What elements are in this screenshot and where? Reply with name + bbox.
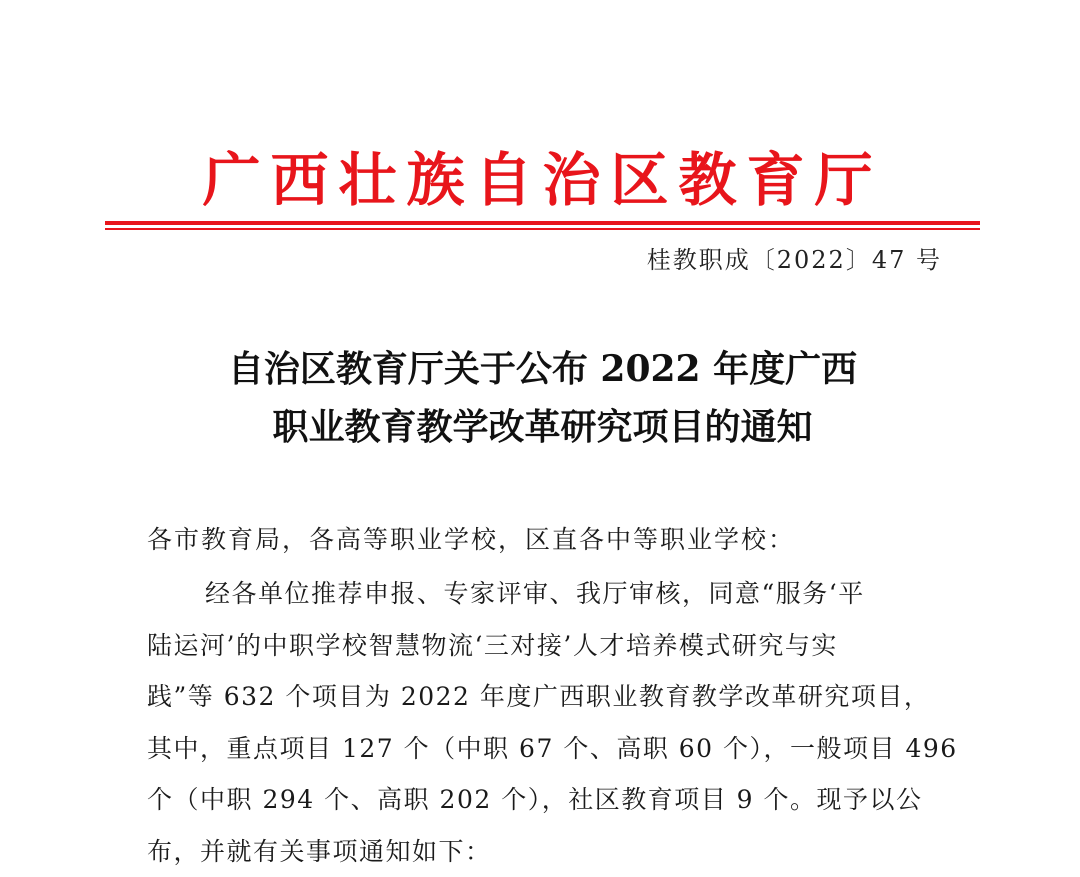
body-line: 其中，重点项目 127 个（中职 67 个、高职 60 个），一般项目 496 <box>147 723 947 775</box>
red-header-rule-thin <box>105 228 980 230</box>
body-line: 践”等 632 个项目为 2022 年度广西职业教育教学改革研究项目， <box>147 671 947 723</box>
document-title-line-2: 职业教育教学改革研究项目的通知 <box>105 398 980 456</box>
body-line: 个（中职 294 个、高职 202 个），社区教育项目 9 个。现予以公 <box>147 774 947 826</box>
document-title <box>105 340 980 456</box>
body-paragraph <box>147 568 947 877</box>
body-line: 陆运河’的中职学校智慧物流‘三对接’人才培养模式研究与实 <box>147 620 947 672</box>
red-header-rule-thick <box>105 221 980 225</box>
document-number: 桂教职成〔2022〕47 号 <box>647 240 942 280</box>
body-line: 经各单位推荐申报、专家评审、我厅审核，同意“服务‘平 <box>147 568 947 620</box>
addressee-line: 各市教育局，各高等职业学校，区直各中等职业学校： <box>147 520 795 560</box>
issuing-organization-header: 广西壮族自治区教育厅 <box>105 140 980 220</box>
body-line: 布，并就有关事项通知如下： <box>147 826 947 877</box>
document-title-line-1: 自治区教育厅关于公布 2022 年度广西 <box>105 340 980 398</box>
